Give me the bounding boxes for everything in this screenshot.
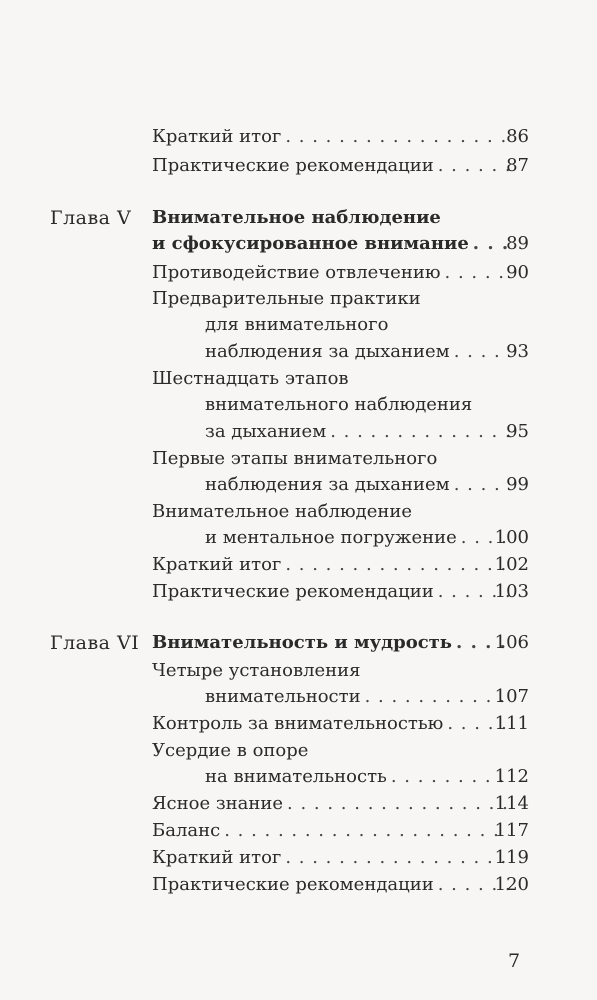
toc-entry: Практические рекомендации . . . 103 [152,581,513,603]
toc-entry: Краткий итог . . . 86 [152,126,513,148]
toc-entry: и ментальное погружение . . . 100 [205,527,513,549]
toc-entry: Первые этапы внимательного [152,448,438,469]
toc-entry: Баланс . . . 117 [152,820,513,842]
toc-entry: Противодействие отвлечению . . . 90 [152,262,513,284]
toc-entry: Краткий итог . . . 119 [152,847,513,869]
toc-entry: Усердие в опоре [152,740,309,761]
toc-entry: Внимательное наблюдение [152,501,413,522]
toc-entry: внимательного наблюдения [205,394,473,415]
toc-entry: Краткий итог . . . 102 [152,554,513,576]
toc-entry: за дыханием . . . 95 [205,421,513,443]
toc-entry-heading: и сфокусированное внимание . . . 89 [152,233,513,255]
toc-entry: внимательности . . . 107 [205,686,513,708]
toc-entry: для внимательного [205,314,389,335]
toc-entry: на внимательность . . . 112 [205,766,513,788]
chapter-label-v: Глава V [50,207,132,229]
toc-entry-heading: Внимательность и мудрость . . . 106 [152,632,513,654]
toc-entry: Практические рекомендации . . . 120 [152,874,513,896]
toc-entry: Практические рекомендации . . . 87 [152,155,513,177]
toc-entry: наблюдения за дыханием . . . 99 [205,474,513,496]
toc-entry: наблюдения за дыханием . . . 93 [205,341,513,363]
page-number: 7 [508,950,521,972]
toc-entry: Шестнадцать этапов [152,368,349,389]
chapter-label-vi: Глава VI [50,632,140,654]
toc-entry-heading: Внимательное наблюдение [152,207,441,228]
toc-entry: Предварительные практики [152,288,421,309]
toc-entry: Четыре установления [152,660,361,681]
toc-entry: Ясное знание . . . 114 [152,793,513,815]
toc-entry: Контроль за внимательностью . . . 111 [152,713,513,735]
